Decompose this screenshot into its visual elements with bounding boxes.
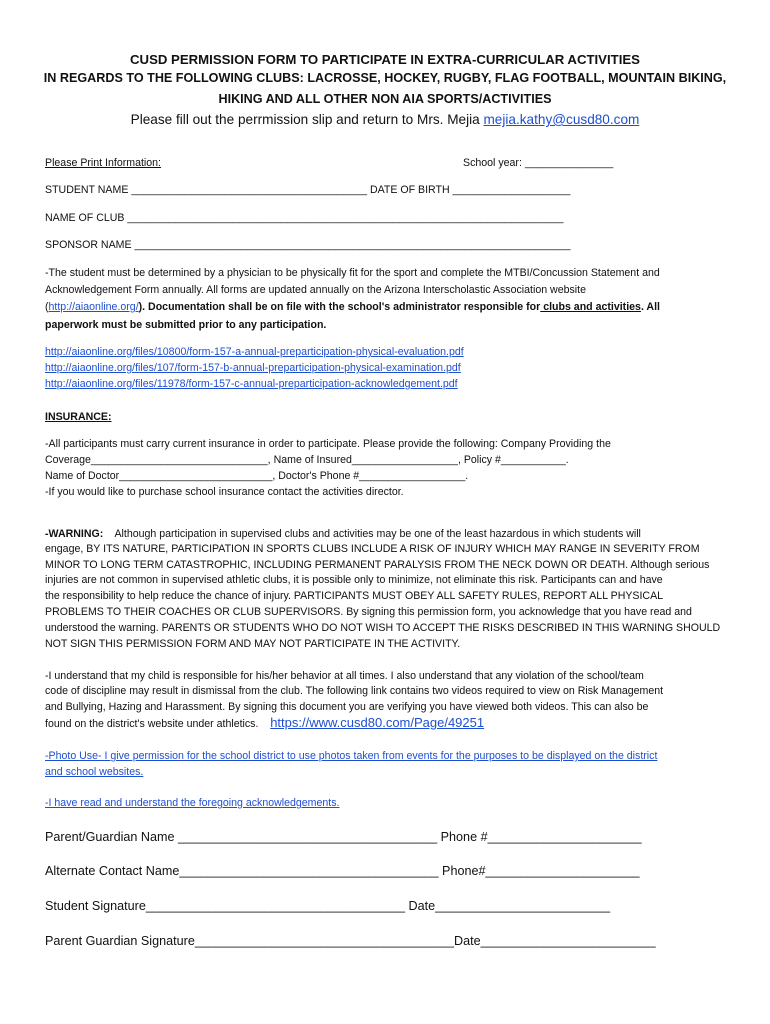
behavior-text <box>45 716 484 731</box>
physician-text: -The student must be determined by a physician to be physically fit for the sport and complete the MTBI/Concussion Statement and <box>45 267 660 279</box>
photo-use-text: -Photo Use- I give permission for the school district to use photos taken from events for the purposes to be displayed on the district <box>45 750 658 762</box>
warning-text <box>45 528 641 541</box>
student-signature-field[interactable]: Student Signature_____________________________________ Date_________________________ <box>45 899 611 913</box>
warning-label: -WARNING: <box>45 528 104 540</box>
paperwork-text: paperwork must be submitted prior to any participation. <box>45 319 327 331</box>
acknowledge-text: -I have read and understand the foregoing acknowledgements. <box>45 797 340 809</box>
warning-line: MINOR TO LONG TERM CATASTROPHIC, INCLUDING PERMANENT PARALYSIS FROM THE NECK DOWN OR DEATH. Although serious <box>45 559 710 571</box>
student-name-field[interactable]: STUDENT NAME ________________________________________ DATE OF BIRTH ____________________ <box>45 184 571 196</box>
photo-use-text: and school websites. <box>45 766 144 778</box>
warning-line: engage, BY ITS NATURE, PARTICIPATION IN SPORTS CLUBS INCLUDE A RISK OF INJURY WHICH MAY RANGE IN SEVERITY FROM <box>45 543 700 555</box>
instruction-text: Please fill out the perrmission slip and return to Mrs. Mejia <box>130 112 484 127</box>
physician-text: Acknowledgement Form annually. All forms are updated annually on the Arizona Interscholastic Association website <box>45 284 586 296</box>
club-name-field[interactable]: NAME OF CLUB __________________________________________________________________________ <box>45 212 564 224</box>
form-157a-link[interactable]: http://aiaonline.org/files/10800/form-157-a-annual-preparticipation-physical-evaluation.pdf <box>45 346 464 358</box>
all-text: . All <box>640 301 660 313</box>
clubs-line-2: HIKING AND ALL OTHER NON AIA SPORTS/ACTIVITIES <box>218 92 552 106</box>
form-157c-link[interactable]: http://aiaonline.org/files/11978/form-157-c-annual-preparticipation-acknowledgement.pdf <box>45 378 458 390</box>
insurance-heading: INSURANCE: <box>45 411 112 423</box>
behavior-text: -I understand that my child is responsible for his/her behavior at all times. I also understand that any violation of the school/team <box>45 670 644 682</box>
parent-signature-field[interactable]: Parent Guardian Signature_____________________________________Date_________________________ <box>45 934 656 948</box>
clubs-activities-text: clubs and activities <box>540 301 641 313</box>
form-157b-link[interactable]: http://aiaonline.org/files/107/form-157-b-annual-preparticipation-physical-examination.pdf <box>45 362 461 374</box>
behavior-text: and Bullying, Hazing and Harassment. By signing this document you are verifying you have viewed both videos. This can also be <box>45 701 649 713</box>
instruction-line <box>0 112 770 127</box>
paren: ( <box>45 301 49 313</box>
warning-line: Although participation in supervised clubs and activities may be one of the least hazardous in which students will <box>103 528 641 540</box>
aia-link[interactable]: http://aiaonline.org/ <box>48 301 139 313</box>
clubs-line: IN REGARDS TO THE FOLLOWING CLUBS: LACROSSE, HOCKEY, RUGBY, FLAG FOOTBALL, MOUNTAIN BIKING, <box>43 71 727 85</box>
form-title: CUSD PERMISSION FORM TO PARTICIPATE IN EXTRA-CURRICULAR ACTIVITIES <box>130 52 640 67</box>
print-info-label: Please Print Information: <box>45 157 161 169</box>
sponsor-name-field[interactable]: SPONSOR NAME __________________________________________________________________________ <box>45 239 571 251</box>
alternate-contact-field[interactable]: Alternate Contact Name_____________________________________ Phone#______________________ <box>45 864 640 878</box>
insurance-text: -All participants must carry current insurance in order to participate. Please provide the following: Company Providing the <box>45 438 611 450</box>
school-year-field[interactable]: School year: _______________ <box>463 157 614 169</box>
behavior-line: found on the district's website under athletics. <box>45 718 271 730</box>
warning-line: understood the warning. PARENTS OR STUDENTS WHO DO NOT WISH TO ACCEPT THE RISKS DESCRIBED IN THIS WARNING SHOULD <box>45 622 721 634</box>
doctor-field[interactable]: Name of Doctor__________________________, Doctor's Phone #__________________. <box>45 470 469 482</box>
warning-line: the responsibility to help reduce the chance of injury. PARTICIPANTS MUST OBEY ALL SAFETY RULES, REPORT ALL PHYSICAL <box>45 590 664 602</box>
documentation-text: ). Documentation shall be on file with the school's administrator responsible for <box>138 301 541 313</box>
insurance-text: -If you would like to purchase school insurance contact the activities director. <box>45 486 404 498</box>
warning-line: injuries are not common in supervised athletic clubs, it is possible only to minimize, not eliminate this risk. Participants can and have <box>45 574 663 586</box>
physician-text <box>45 301 660 314</box>
cusd80-videos-link[interactable]: https://www.cusd80.com/Page/49251 <box>270 715 485 730</box>
warning-line: NOT SIGN THIS PERMISSION FORM AND MAY NOT PARTICIPATE IN THE ACTIVITY. <box>45 638 461 650</box>
email-link[interactable]: mejia.kathy@cusd80.com <box>483 112 640 127</box>
insurance-coverage-field[interactable]: Coverage______________________________, Name of Insured__________________, Policy #___________. <box>45 454 569 466</box>
behavior-text: code of discipline may result in dismissal from the club. The following link contains two videos required to view on Risk Management <box>45 685 664 697</box>
parent-name-field[interactable]: Parent/Guardian Name _____________________________________ Phone #______________________ <box>45 830 642 844</box>
warning-line: PROBLEMS TO THEIR COACHES OR CLUB SUPERVISORS. By signing this permission form, you acknowledge that you have read and <box>45 606 692 618</box>
